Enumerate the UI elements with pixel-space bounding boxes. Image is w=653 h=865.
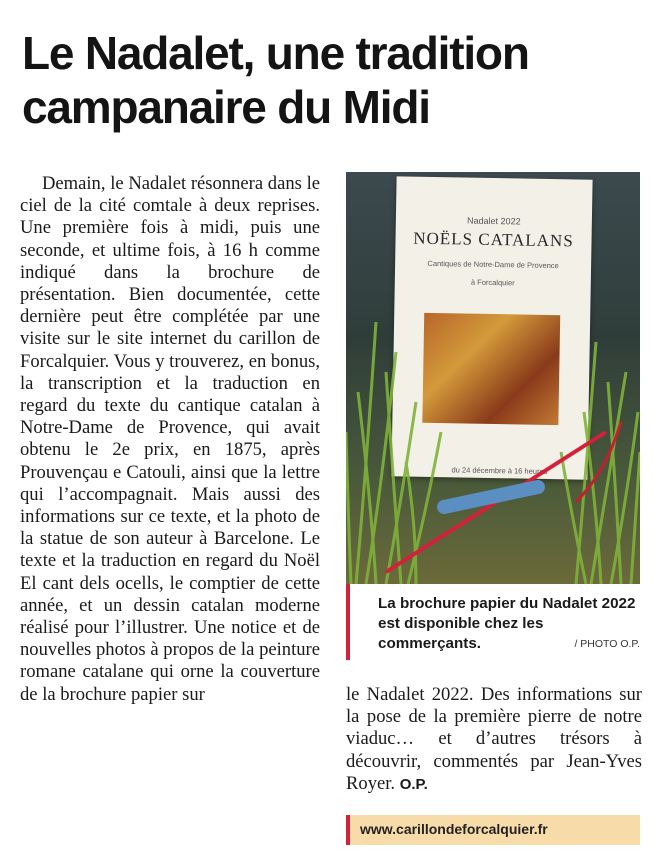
photo-caption <box>346 584 640 660</box>
photo-credit: / PHOTO O.P. <box>574 638 640 650</box>
body-paragraph-left <box>20 173 320 706</box>
brochure-top-line: Nadalet 2022 <box>467 215 521 227</box>
caption-text: La brochure papier du Nadalet 2022 est disponible chez les commerçants. <box>378 595 636 652</box>
article-headline: Le Nadalet, une tradition campanaire du Midi <box>22 27 529 133</box>
author-signature: O.P. <box>399 775 428 793</box>
body-paragraph-right <box>346 684 642 796</box>
brochure-date: du 24 décembre à 16 heures <box>451 465 548 476</box>
website-link[interactable]: www.carillondeforcalquier.fr <box>346 815 640 845</box>
article-body-right <box>346 684 642 796</box>
brochure-subtitle: Cantiques de Notre-Dame de Provence <box>427 258 559 271</box>
body-text-right: le Nadalet 2022. Des informations sur la pose de la première pierre de notre viaduc… et d’autres trésors à découvrir, commentés par Jean-Yves Royer. <box>346 684 642 794</box>
article-body-left <box>20 173 320 706</box>
grass-decoration <box>346 172 640 584</box>
article-photo <box>346 172 640 584</box>
body-text-left: Demain, le Nadalet résonnera dans le ciel de la cité comtale à deux reprises. Une première fois à midi, puis une seconde, et ultime fois, à 16 h comme indiqué dans la brochure de présentation. Bien documentée, cette dernière peut être complétée par une visite sur le site internet du carillon de Forcalquier. Vous y trouverez, en bonus, la transcription et la traduction en regard du texte du cantique catalan à Notre-Dame de Provence, qui avait obtenu le 2e prix, en 1875, après Prouvençau e Catouli, ainsi que la lettre qui l’accompagnait. Mais aussi des informations sur ce texte, et la photo de la statue de son auteur à Barcelone. Le texte et la traduction en regard du Noël El cant dels ocells, le comptier de cette année, et un dessin catalan moderne réalisé pour l’illustrer. Une notice et de nouvelles photos à propos de la peinture romane catalane qui orne la couverture de la brochure papier sur <box>20 173 320 705</box>
brochure-title: NOËLS CATALANS <box>413 228 574 251</box>
brochure-place: à Forcalquier <box>470 277 515 288</box>
